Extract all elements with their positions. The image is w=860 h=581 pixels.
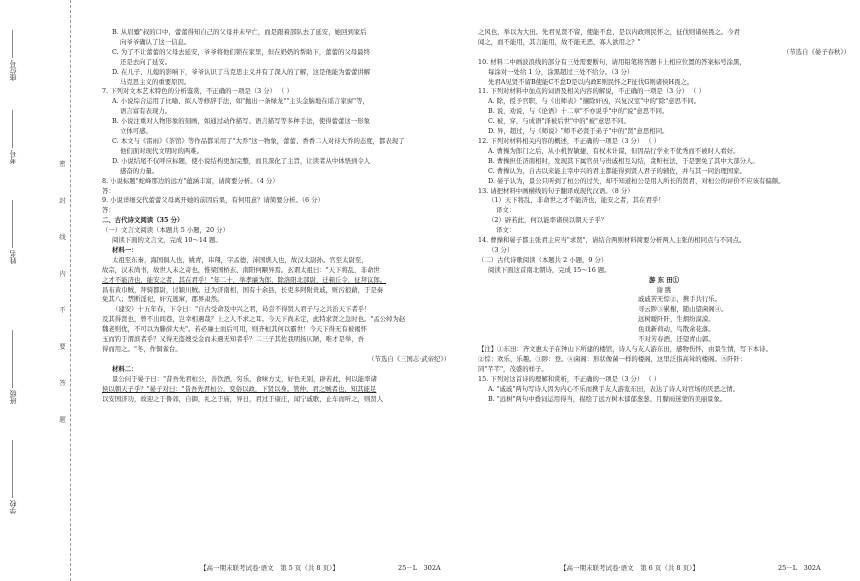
passage-line-underlined: 之才不能济也，能安之者，其在君乎！"年二十，举孝廉为郎，除洛阳北部尉，迁顿丘令，征拜议郎。 [102, 275, 387, 284]
q6-option-b: B. 从眉蹙"叔的口中，蕾蕾得知自己的父母并未早亡，而是跟着部队去了延安，她回到家后 [112, 28, 367, 36]
subsection-2-heading: （二）古代诗歌阅读（本题共 2 小题，9 分） [478, 255, 608, 264]
school-label: 学校 [9, 500, 17, 514]
right-footer-code: 25－L 302A [778, 564, 821, 572]
reading-instruction: 阅读下面的文言文，完成 10～14 题。 [112, 236, 222, 245]
poem-verse: 寻云陟③累榭，随山望菌阁④。 [638, 305, 728, 314]
question-12: 12. 下列对材料相关内容的概述，不正确的一项是（3 分） （ ） [478, 136, 661, 145]
q13-part-1: （1）天下将乱，非命世之才不能济也，能安之者，其在君乎！ [488, 196, 665, 205]
q6-option-c: C. 为了不让蕾蕾的父母去延安，爷爷将他们锁在家里，但在奶奶的帮助下，蕾蕾的父母最终 [112, 47, 370, 56]
translation-line: 译文： [496, 206, 516, 215]
poem-author: 谢 朓 [656, 285, 672, 294]
passage-line: 魏老则优，不可以为滕薛大夫"。若必廉士而后可用，则齐桓其何以霸世！今天下得无有被褐怀 [102, 325, 367, 334]
question-11: 11. 下列对材料中加点的词语及相关内容的解说，不正确的一项是（3 分） （ ） [478, 87, 705, 96]
answer-line: 答： [102, 186, 115, 195]
binding-margin [0, 0, 71, 581]
left-footer-code: 25－L 302A [398, 564, 441, 572]
question-7: 7. 下列对文本艺术特色的分析鉴赏，不正确的一项是（3 分） （ ） [102, 87, 293, 96]
q7-option-a-cont: 语言富有表现力。 [120, 107, 172, 116]
q11-option-d: D. 异，超过，与《师说》"师不必贤于弟子"中的"贤"意思相同。 [488, 127, 669, 136]
q7-option-c-cont: 他们面对现代文明时的两难。 [120, 146, 204, 155]
poem-verse: 鱼戏新荷动，鸟散余花落。 [638, 325, 715, 334]
material-1-label: 材料一： [112, 245, 138, 254]
right-page [478, 28, 850, 404]
class-label: 班级 [9, 390, 17, 404]
passage-line: 闻之，而不能用，其言能用，故不能无恶，寡人欲用之？" [478, 37, 641, 46]
subsection-1-heading: （一）文言文阅读（本题共 5 小题，20 分） [102, 226, 229, 235]
q7-option-d-cont: 感奋的力量。 [120, 166, 159, 175]
poem-note: 同"芊芊"，茂盛的样子。 [478, 364, 548, 373]
left-page [102, 28, 450, 404]
passage-line: 及其得贤也，曾不出闾巷，岂幸相遇哉？上之人不求之耳。今天下尚未定，此特求贤之急时也。"孟公绰为赵 [102, 315, 406, 324]
q7-option-d: D. 小说结尾不仅呼应标题，使小说结构更加完整，而且深化了主旨，让读者从中体悟到令人 [112, 156, 371, 165]
passage-line-underlined: 侯以朝天子乎？"晏子对曰："昔吾先君桓公，变俗以政，下贤以身。管仲，君之贼者也，知其能足 [102, 384, 377, 393]
q11-option-b: B. 说，劝说，与《论语》十二章"不亦说乎"中的"说"意思不同。 [488, 107, 669, 116]
passage-line: 得而用之。"冬，作铜雀台。 [102, 345, 182, 353]
left-footer-label: 【高一期末联考试卷·语文 第 5 页（共 8 页）】 [200, 564, 339, 572]
passage-line: 昌布黄巾贼，拜骑都尉，讨颖川贼。迁为济南相，国有十余县，长吏多阿附贵戚，赃污狼藉，于是奏 [102, 285, 384, 294]
q7-option-a: A. 小说综合运用了比喻、拟人等修辞手法，如"抛出一条绿龙""主头金脑地在谣言家窗"等， [112, 97, 369, 106]
question-13: 13. 请把材料中画横线的句子翻译成现代汉语。（8 分） [478, 186, 634, 195]
q11-option-c: C. 被，穿，与成语"泽被后世"中的"被"意思不同。 [488, 117, 630, 126]
source-citation: （节选自《三国志·武帝纪》） [368, 354, 450, 363]
seat-line [12, 30, 13, 58]
q6-option-d-cont: 马克思主义的重要原因。 [120, 77, 191, 86]
right-footer-label: 【高一期末联考试卷·语文 第 6 页（共 8 页）】 [560, 564, 699, 572]
question-14: 14. 曹操和晏子都主张君主应当"求贤"，请结合两则材料简要分析两人主张的相同点与不同点。 [478, 236, 746, 245]
material-2-label: 材料二： [112, 364, 138, 373]
answer-line: 答： [102, 206, 115, 215]
question-9: 9. 小说详细交代蕾蕾父母离开她的前因后果，有何用意？请简要分析。（6 分） [102, 196, 324, 205]
seat-number-label: 座位号 [9, 60, 17, 81]
class-line [12, 330, 13, 388]
q12-option-c: C. 曹操认为，自古以来能主宰中兴的君主都能得到贤人君子的辅佐，并与其一同治理国家。 [488, 166, 746, 175]
exam-number-label: 考号 [9, 150, 17, 164]
source-citation: （节选自《晏子春秋》） [782, 47, 850, 56]
q13-part-2: （2）辟若此，何以能率诸侯以朝天子乎？ [488, 216, 608, 225]
question-10: 10. 材料二中画波浪线的部分有三处需要断句，请用铅笔将答题卡上相应位置的答案标号涂黑， [478, 57, 746, 66]
q6-option-c-cont: 还是去向了延安。 [120, 57, 172, 66]
q7-option-b: B. 小说注重对人物形象的刻画，如通过动作描写、语言描写等多种手法，使得蕾蕾这一形象 [112, 117, 370, 126]
q12-option-b: B. 曹操担任济南相时，发现其下属官员与贵戚相互勾结，贪赃枉法，于是罢免了其中大部分人。 [488, 156, 759, 165]
section-2-heading: 二、古代诗文阅读（35 分） [102, 216, 184, 225]
poem-note: ②悰：欢乐，乐趣。③陟：登。④菌阁：形状像菌一样的楼阁，这里泛指高耸的楼阁。⑤阡阡： [478, 354, 747, 363]
poem-title: 游 东 田① [648, 275, 679, 284]
poem-verse: 不对芳春酒，还望青山郭。 [638, 335, 715, 344]
question-10-cont: 每涂对一处给 1 分，涂黑超过三处不给分。（3 分） [488, 67, 634, 76]
passage-line: 景公问于晏子曰："昔吾先君桓公，善饮酒，穷乐，食味方丈，好色无别，辟若此，何以能率诸 [112, 374, 377, 383]
name-line [12, 200, 13, 248]
school-line [12, 440, 13, 498]
q12-option-d: D. 晏子认为，景公只听到了桓公的过失，却不知道桓公是用人所长的贤君，对桓公的评价不应该有偏颇。 [488, 176, 785, 185]
poem-instruction: 阅读下面这首南北朝诗，完成 15～16 题。 [488, 265, 611, 274]
question-15: 15. 下列对这首诗的理解和赏析，不正确的一项是（3 分） （ ） [478, 374, 661, 383]
exam-line [12, 110, 13, 148]
passage-line: 太祖至东秦，海国俱人也，姚青，讳翔，字孟德，沛国谯人也，故汉太尉孙。官至太尉至， [112, 255, 368, 264]
q11-option-a: A. 除，授予官职，与《出师表》"攘除奸凶，兴复汉室"中的"除"意思不同。 [488, 97, 701, 106]
poem-note: 【注】①东田：齐文惠太子在钟山下所建的楼馆，诗人与友人游东田，感物伤怀，由景生情，写下本诗。 [478, 345, 772, 353]
q6-option-d: D. 在儿子、儿媳的影响下，爷爷认识了马克思主义并有了深入的了解，这是他能为蕾蕾讲解 [112, 67, 371, 76]
q7-option-b-cont: 立体可感。 [120, 127, 152, 136]
q6-option-b-cont: 向爷爷确认了这一信息。 [120, 37, 191, 46]
question-14-cont: （3 分） [488, 245, 514, 254]
name-label: 姓名 [9, 250, 17, 264]
q15-option-b: B. "远树"两句中叠词运用得当，描绘了远方树木郁郁葱葱、月朦雨迷蒙的美丽景象。 [488, 394, 727, 403]
poem-verse: 戚戚苦无悰②，携手共行乐。 [638, 295, 722, 304]
q7-option-c: C. 本文与《雷雨》《茶馆》等作品都采用了"大乔"这一物象，蕾蕾、香香二人对待大乔的态度，都表现了 [112, 136, 405, 145]
q10-sentence: 先君A见贤不留B使能C不怠D是以内政E则民怀之F征伐G则诸侯H畏之。 [488, 77, 694, 86]
passage-line: 之风也，举以为大田。先君见贤不留，使能不怠，是以内政则民怀之，征伐则诸侯畏之。今君 [478, 28, 741, 36]
poem-verse: 远树暧阡阡，生烟纷漠漠。 [638, 315, 715, 324]
q12-option-a: A. 曹操为郎门之后，从小机智敏捷，有权术计谋，但因品行学业不优秀而不被时人看好。 [488, 146, 740, 155]
passage-line: （建安）十五年春，下令曰："自古受命及中兴之君，曷尝不得贤人君子与之共治天下者乎！ [112, 305, 371, 314]
passage-line: 以安国济功，故迎之于鲁郊，自御，礼之于庙，异日，君过于康庄，闻宁戚歌，止车而听之，则贤人 [102, 394, 384, 403]
passage-line: 玉而钓于渭滨者乎？又得无盗嫂受金而未遇无知者乎？二三子其佐我明扬仄陋，唯才是举，吾 [102, 335, 365, 344]
passage-line: 免其八；禁断淫祀，奸宄逃窜，郡界肃然。 [102, 295, 224, 304]
translation-line: 译文： [496, 226, 516, 235]
q15-option-a: A. "戚戚"两句写诗人因为内心不乐而携手友人游览东田，表达了诗人对官场的厌恶之情。 [488, 384, 740, 393]
seal-line-notice: 密 封 线 内 不 要 答 题 [58, 160, 66, 437]
question-8: 8. 小说标题"蛇峰那边的远方"蕴涵丰富，请简要分析。（4 分） [102, 176, 279, 185]
passage-line: 故宗，汉末尚书，故世人未之奇也，惟梁国桥玄、南阳何颙异焉。玄谓太祖曰："天下将乱，非命世 [102, 265, 380, 274]
